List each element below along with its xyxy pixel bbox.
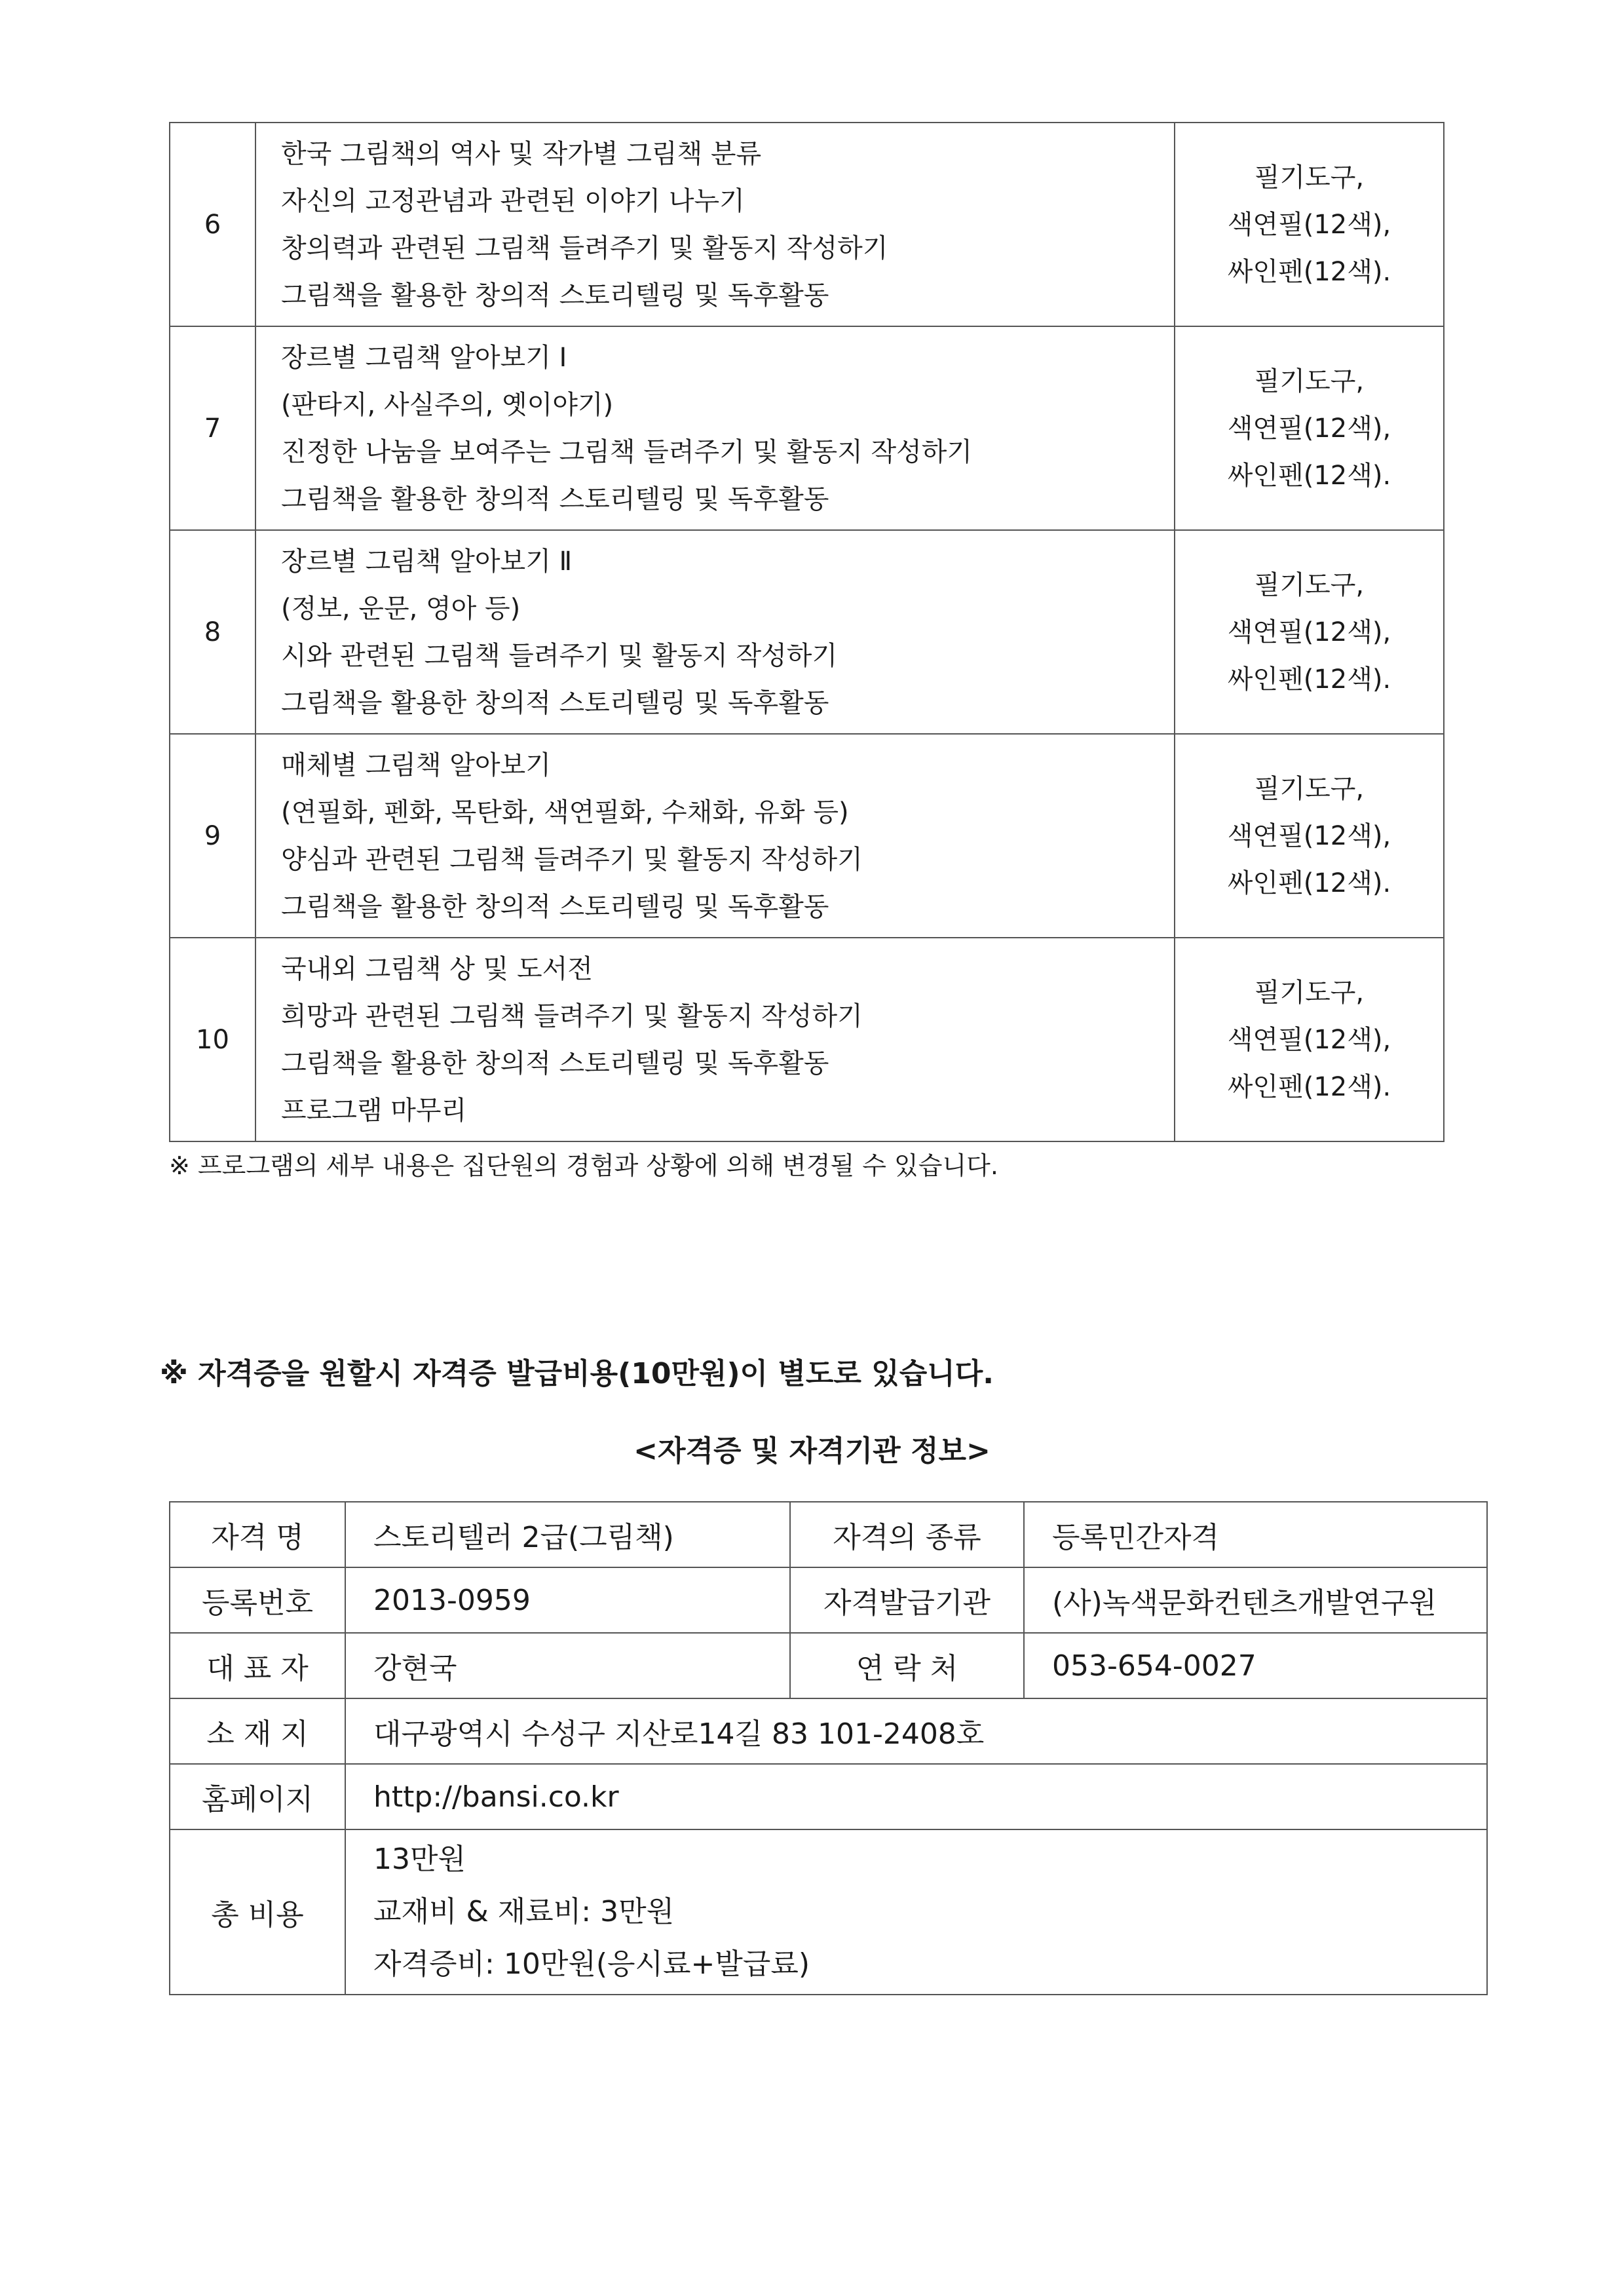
activity-line: 그림책을 활용한 창의적 스토리텔링 및 독후활동 xyxy=(281,891,829,922)
material-line: 싸인펜(12색). xyxy=(1227,460,1391,491)
material-line: 필기도구, xyxy=(1254,569,1365,600)
materials-cell xyxy=(1175,530,1444,734)
qualification-value: 스토리텔러 2급(그림책) xyxy=(345,1502,790,1567)
table-row xyxy=(170,530,1444,734)
week-number: 8 xyxy=(170,530,255,734)
type-label: 자격의 종류 xyxy=(790,1502,1024,1567)
material-line: 싸인펜(12색). xyxy=(1227,664,1391,695)
material-line: 싸인펜(12색). xyxy=(1227,256,1391,287)
table-row xyxy=(170,1633,1487,1698)
materials-cell xyxy=(1175,326,1444,530)
type-value: 등록민간자격 xyxy=(1024,1502,1487,1567)
activities-cell xyxy=(255,530,1175,734)
activity-line: (판타지, 사실주의, 옛이야기) xyxy=(281,389,614,420)
table-row xyxy=(170,1502,1487,1567)
activity-line: 양심과 관련된 그림책 들려주기 및 활동지 작성하기 xyxy=(281,844,863,875)
table-row xyxy=(170,1764,1487,1829)
registration-value: 2013-0959 xyxy=(345,1567,790,1633)
table-row xyxy=(170,1829,1487,1995)
material-line: 필기도구, xyxy=(1254,366,1365,396)
activity-line: 시와 관련된 그림책 들려주기 및 활동지 작성하기 xyxy=(281,640,838,671)
week-number: 6 xyxy=(170,123,255,326)
address-label: 소 재 지 xyxy=(170,1698,345,1764)
activity-line: 진정한 나눔을 보여주는 그림책 들려주기 및 활동지 작성하기 xyxy=(281,436,973,467)
activity-line: 그림책을 활용한 창의적 스토리텔링 및 독후활동 xyxy=(281,484,829,514)
certificate-fee-notice: ※ 자격증을 원할시 자격증 발급비용(10만원)이 별도로 있습니다. xyxy=(160,1357,994,1390)
activity-line: 한국 그림책의 역사 및 작가별 그림책 분류 xyxy=(281,138,762,169)
activity-line: 국내외 그림책 상 및 도서전 xyxy=(281,953,593,984)
activity-line: 매체별 그림책 알아보기 xyxy=(281,750,551,780)
contact-value: 053-654-0027 xyxy=(1024,1633,1487,1698)
activities-cell xyxy=(255,938,1175,1141)
table-row xyxy=(170,123,1444,326)
activity-line: 그림책을 활용한 창의적 스토리텔링 및 독후활동 xyxy=(281,1048,829,1079)
contact-label: 연 락 처 xyxy=(790,1633,1024,1698)
activity-line: 자신의 고정관념과 관련된 이야기 나누기 xyxy=(281,185,745,216)
activity-line: 장르별 그림책 알아보기 Ⅰ xyxy=(281,342,567,373)
activity-line: 장르별 그림책 알아보기 Ⅱ xyxy=(281,546,573,577)
info-section-title: <자격증 및 자격기관 정보> xyxy=(633,1434,991,1468)
material-line: 색연필(12색), xyxy=(1227,209,1391,240)
activities-cell xyxy=(255,734,1175,938)
activity-line: 창의력과 관련된 그림책 들려주기 및 활동지 작성하기 xyxy=(281,233,888,263)
activities-cell xyxy=(255,326,1175,530)
week-number: 9 xyxy=(170,734,255,938)
issuer-value: (사)녹색문화컨텐츠개발연구원 xyxy=(1024,1567,1487,1633)
certificate-info-table xyxy=(169,1501,1488,1995)
material-line: 색연필(12색), xyxy=(1227,1024,1391,1055)
issuer-label: 자격발급기관 xyxy=(790,1567,1024,1633)
material-line: 필기도구, xyxy=(1254,162,1365,193)
materials-cell xyxy=(1175,734,1444,938)
schedule-table xyxy=(169,122,1445,1142)
homepage-link[interactable]: http://bansi.co.kr xyxy=(345,1764,1487,1829)
cost-line: 자격증비: 10만원(응시료+발급료) xyxy=(373,1947,810,1981)
homepage-label: 홈페이지 xyxy=(170,1764,345,1829)
materials-cell xyxy=(1175,938,1444,1141)
registration-label: 등록번호 xyxy=(170,1567,345,1633)
material-line: 필기도구, xyxy=(1254,773,1365,804)
activities-cell xyxy=(255,123,1175,326)
week-number: 10 xyxy=(170,938,255,1141)
material-line: 필기도구, xyxy=(1254,977,1365,1008)
table-row xyxy=(170,1567,1487,1633)
activity-line: 희망과 관련된 그림책 들려주기 및 활동지 작성하기 xyxy=(281,1001,863,1031)
representative-label: 대 표 자 xyxy=(170,1633,345,1698)
material-line: 싸인펜(12색). xyxy=(1227,868,1391,898)
representative-value: 강현국 xyxy=(345,1633,790,1698)
qualification-label: 자격 명 xyxy=(170,1502,345,1567)
material-line: 색연필(12색), xyxy=(1227,617,1391,647)
cost-line: 교재비 & 재료비: 3만원 xyxy=(373,1895,675,1928)
material-line: 색연필(12색), xyxy=(1227,413,1391,444)
total-cost-details xyxy=(345,1829,1487,1995)
total-cost-label: 총 비용 xyxy=(170,1829,345,1995)
table-row xyxy=(170,326,1444,530)
address-value: 대구광역시 수성구 지산로14길 83 101-2408호 xyxy=(345,1698,1487,1764)
table-row xyxy=(170,734,1444,938)
material-line: 색연필(12색), xyxy=(1227,820,1391,851)
materials-cell xyxy=(1175,123,1444,326)
activity-line: (연필화, 펜화, 목탄화, 색연필화, 수채화, 유화 등) xyxy=(281,797,849,828)
activity-line: 프로그램 마무리 xyxy=(281,1095,467,1126)
activity-line: 그림책을 활용한 창의적 스토리텔링 및 독후활동 xyxy=(281,280,829,311)
activity-line: 그림책을 활용한 창의적 스토리텔링 및 독후활동 xyxy=(281,687,829,718)
material-line: 싸인펜(12색). xyxy=(1227,1071,1391,1102)
activity-line: (정보, 운문, 영아 등) xyxy=(281,593,521,624)
schedule-note: ※ 프로그램의 세부 내용은 집단원의 경험과 상황에 의해 변경될 수 있습니다. xyxy=(169,1151,998,1180)
table-row xyxy=(170,938,1444,1141)
cost-line: 13만원 xyxy=(373,1843,466,1876)
week-number: 7 xyxy=(170,326,255,530)
table-row xyxy=(170,1698,1487,1764)
